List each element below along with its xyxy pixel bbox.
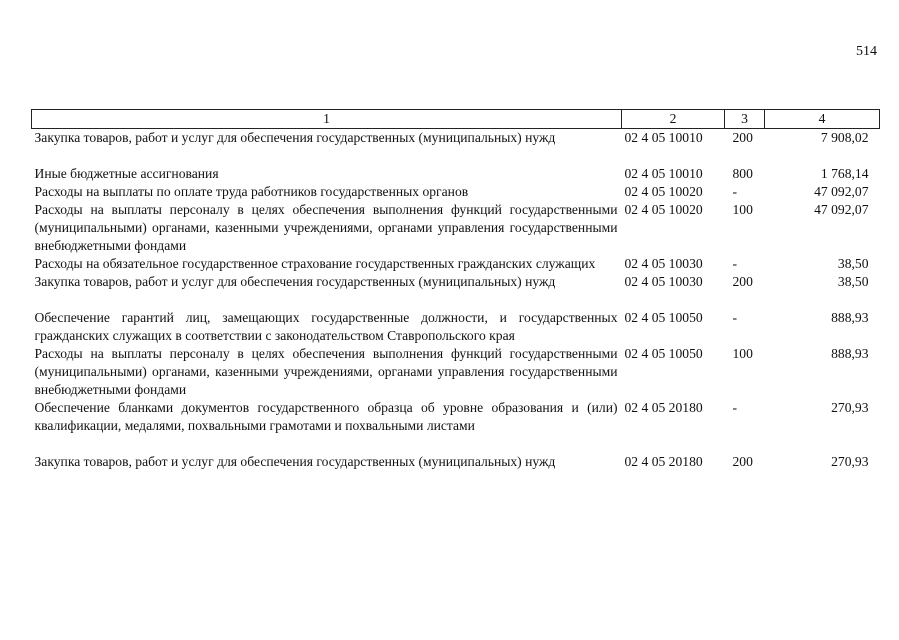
row-expense-type: 200 [732, 454, 753, 469]
row-expense-type: - [732, 256, 738, 271]
row-code: 02 4 05 20180 [624, 454, 703, 469]
row-name: Иные бюджетные ассигнования [34, 166, 219, 181]
row-amount: 38,50 [837, 256, 869, 271]
row-name: Закупка товаров, работ и услуг для обеспечения государственных (муниципальных) нужд [34, 274, 556, 289]
table-row [32, 273, 880, 309]
row-code: 02 4 05 10020 [624, 202, 703, 217]
row-expense-type: 100 [732, 202, 753, 217]
row-expense-type: - [732, 184, 738, 199]
budget-table [31, 109, 880, 471]
row-amount: 38,50 [837, 274, 869, 289]
row-amount: 270,93 [831, 454, 869, 469]
row-amount: 47 092,07 [814, 202, 869, 217]
table-row [32, 309, 880, 345]
row-name: Закупка товаров, работ и услуг для обеспечения государственных (муниципальных) нужд [34, 454, 556, 469]
row-code: 02 4 05 10010 [624, 130, 703, 145]
row-amount: 270,93 [831, 400, 869, 415]
table-row [32, 255, 880, 273]
row-amount: 7 908,02 [820, 130, 869, 145]
row-code: 02 4 05 20180 [624, 400, 703, 415]
header-col-3: 3 [725, 110, 765, 129]
row-expense-type: 100 [732, 346, 753, 361]
row-name: Обеспечение бланками документов государственного образца об уровне образования и (или) квалификации, медалями, похвальными грамотами и похвальными листами [34, 400, 618, 433]
table-row [32, 345, 880, 399]
row-expense-type: - [732, 310, 738, 325]
row-amount: 47 092,07 [814, 184, 869, 199]
row-code: 02 4 05 10050 [624, 310, 703, 325]
table-row [32, 183, 880, 201]
row-expense-type: 200 [732, 274, 753, 289]
row-amount: 888,93 [831, 346, 869, 361]
row-code: 02 4 05 10030 [624, 274, 703, 289]
row-expense-type: 200 [732, 130, 753, 145]
row-expense-type: - [732, 400, 738, 415]
table-row [32, 399, 880, 453]
row-name: Расходы на выплаты персоналу в целях обеспечения выполнения функций государственными (муниципальными) органами, казенными учреждениями, органами управления государственными внебюджетными фондами [34, 202, 618, 253]
row-name: Закупка товаров, работ и услуг для обеспечения государственных (муниципальных) нужд [34, 130, 556, 145]
row-expense-type: 800 [732, 166, 753, 181]
row-code: 02 4 05 10020 [624, 184, 703, 199]
table-row [32, 201, 880, 255]
header-col-1: 1 [32, 110, 622, 129]
row-code: 02 4 05 10050 [624, 346, 703, 361]
row-name: Расходы на выплаты персоналу в целях обеспечения выполнения функций государственными (муниципальными) органами, казенными учреждениями, органами управления государственными внебюджетными фондами [34, 346, 618, 397]
header-col-2: 2 [622, 110, 725, 129]
row-amount: 888,93 [831, 310, 869, 325]
table-row [32, 165, 880, 183]
table-row [32, 129, 880, 166]
row-code: 02 4 05 10030 [624, 256, 703, 271]
row-amount: 1 768,14 [820, 166, 869, 181]
table-body [32, 129, 880, 472]
row-name: Расходы на обязательное государственное страхование государственных гражданских служащих [34, 256, 596, 271]
table-header-row [32, 110, 880, 129]
table-row [32, 453, 880, 471]
row-code: 02 4 05 10010 [624, 166, 703, 181]
page-number: 514 [856, 44, 877, 59]
header-col-4: 4 [765, 110, 880, 129]
row-name: Расходы на выплаты по оплате труда работников государственных органов [34, 184, 469, 199]
row-name: Обеспечение гарантий лиц, замещающих государственные должности, и государственных гражданских служащих в соответствии с законодательством Ставропольского края [34, 310, 618, 343]
